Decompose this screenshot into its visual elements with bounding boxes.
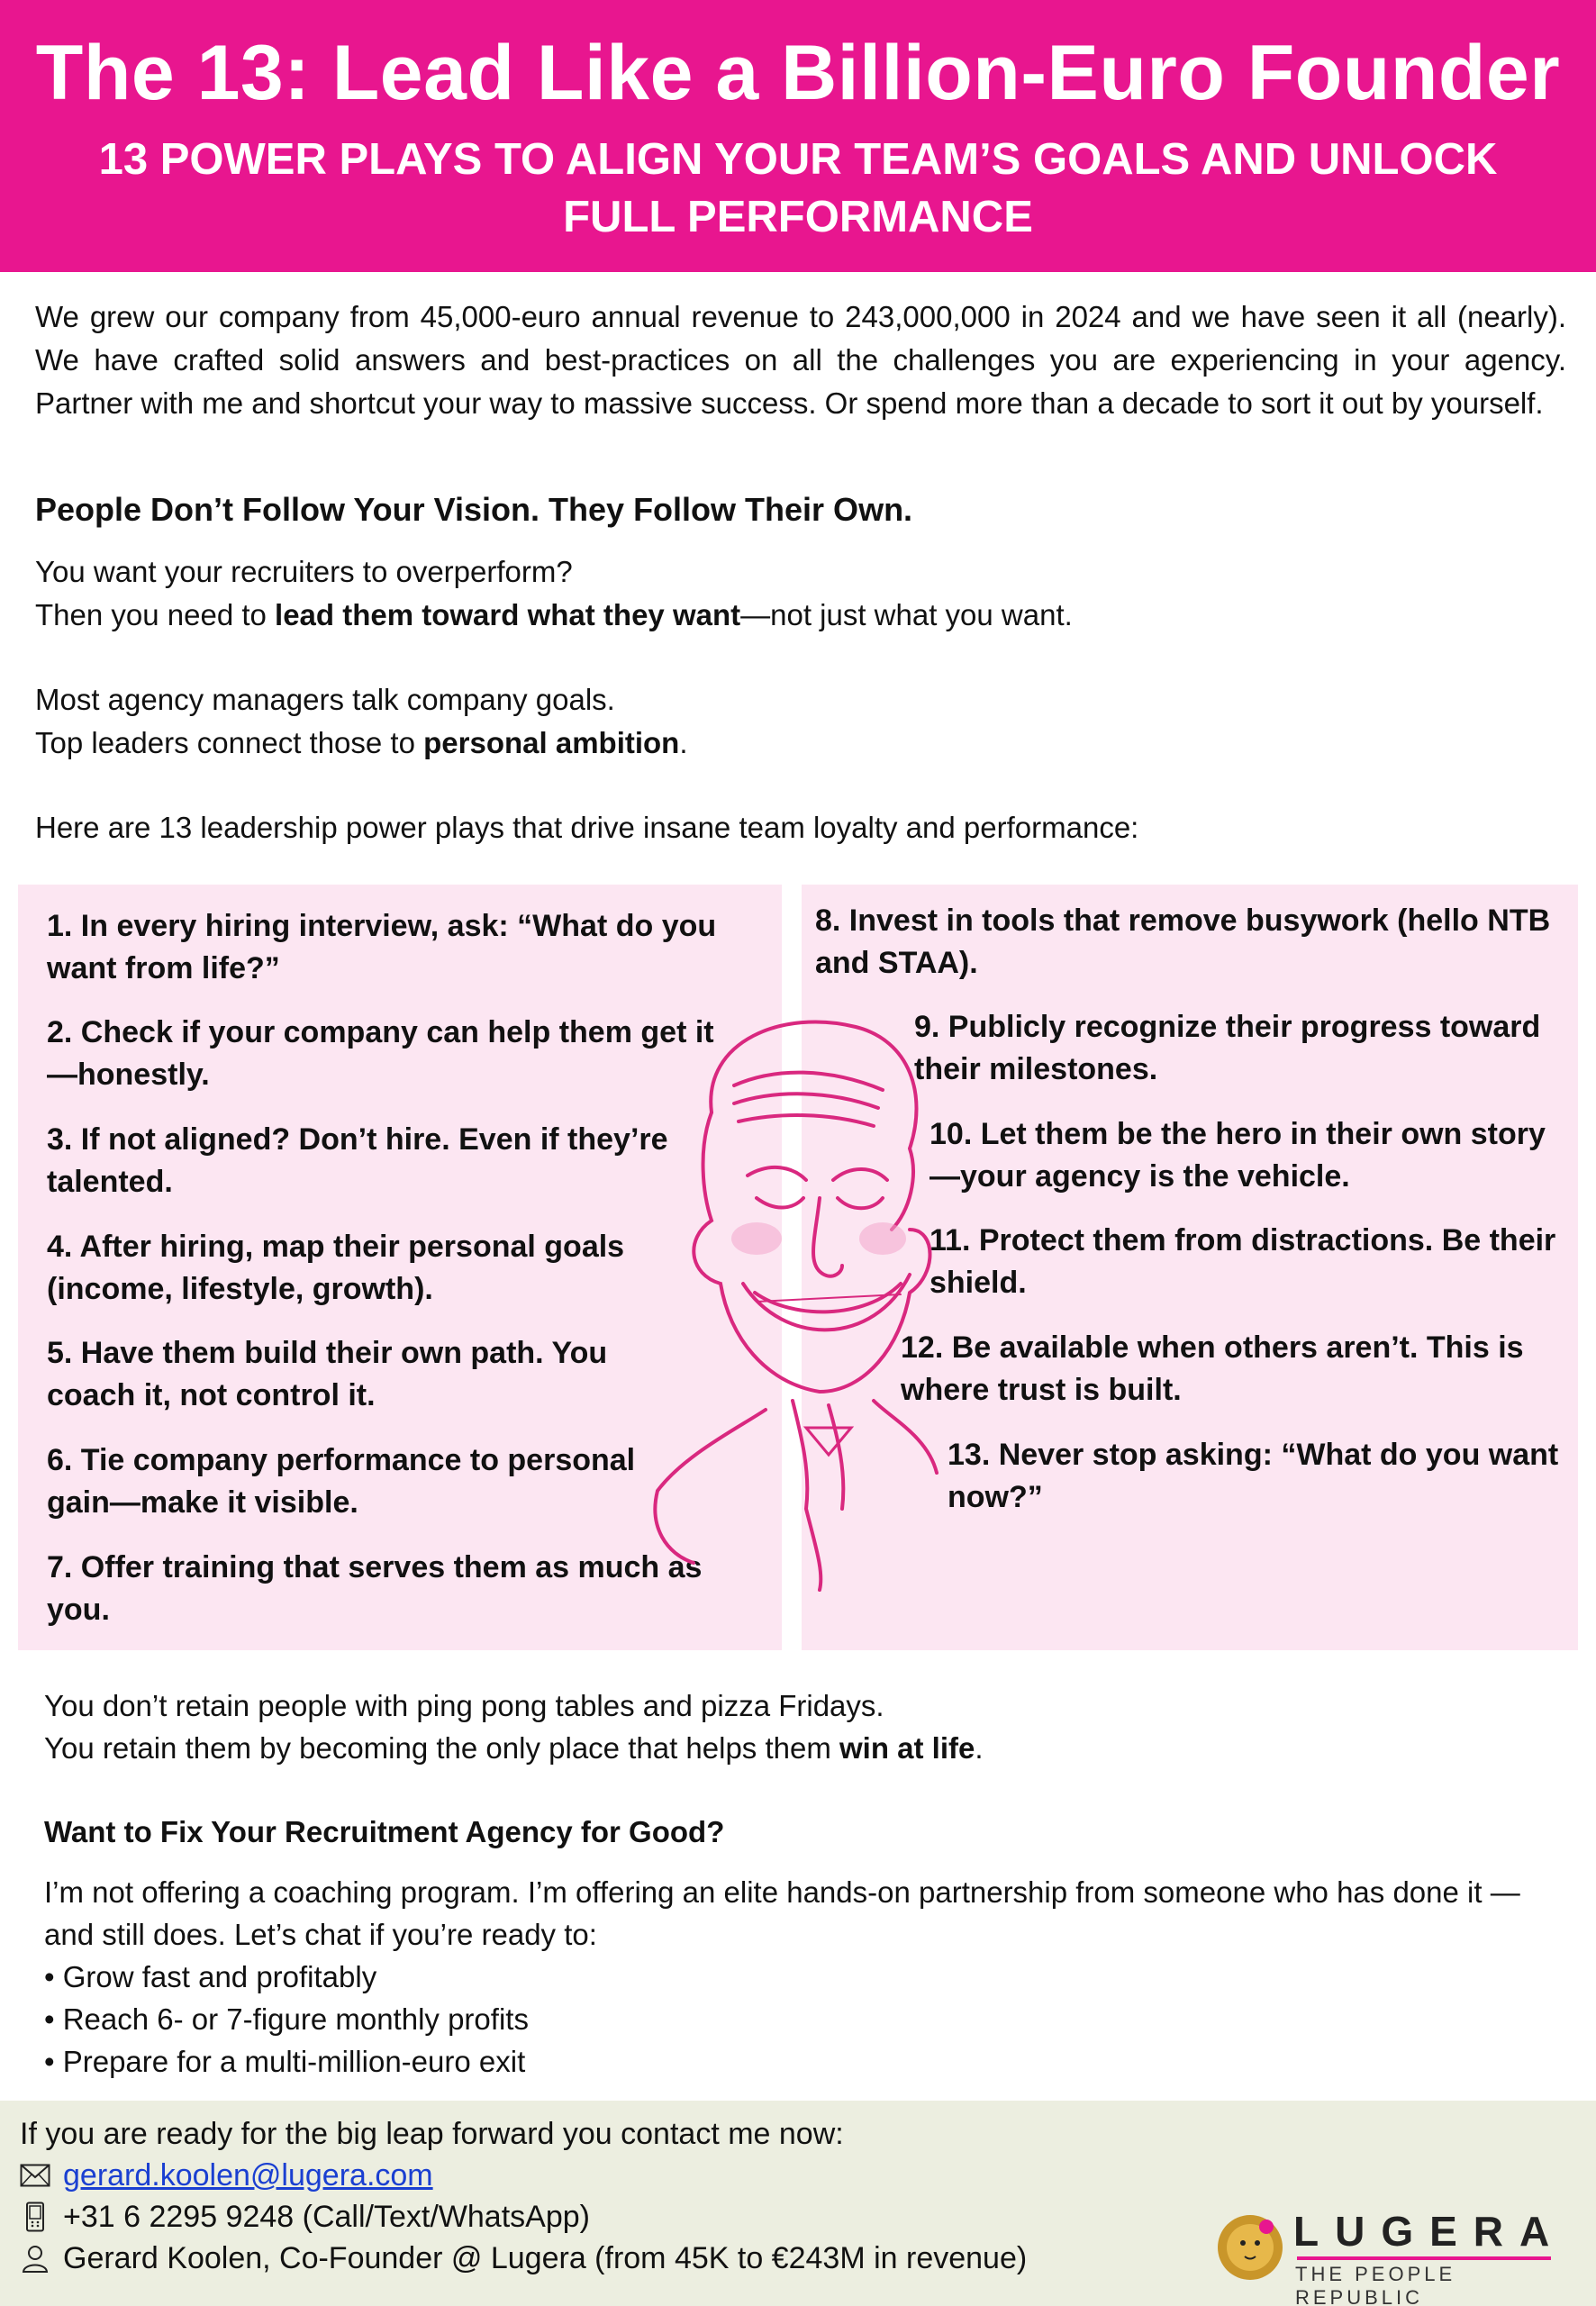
offer-text: I’m not offering a coaching program. I’m offering an elite hands-on partnership from someone who has done it — and still does. Let’s chat if you’re ready to: — [44, 1875, 1520, 1951]
person-icon — [20, 2243, 50, 2274]
power-play-item: 12. Be available when others aren’t. This is where trust is built. — [901, 1330, 1524, 1407]
logo-tagline: THE PEOPLE REPUBLIC — [1295, 2263, 1456, 2306]
power-play-item: 10. Let them be the hero in their own story—your agency is the vehicle. — [929, 1117, 1546, 1194]
power-play-item: 13. Never stop asking: “What do you want now?” — [948, 1438, 1559, 1514]
logo-underline — [1297, 2256, 1551, 2260]
lugera-logo — [1214, 2207, 1574, 2306]
closing-line-2: You retain them by becoming the only place that helps them win at life. — [44, 1731, 984, 1765]
envelope-icon — [20, 2160, 50, 2191]
closing-line-1: You don’t retain people with ping pong tables and pizza Fridays. — [44, 1689, 884, 1722]
vision-line-1: You want your recruiters to overperform? — [35, 555, 573, 588]
offer-block — [44, 1871, 1566, 2083]
power-play-item: 8. Invest in tools that remove busywork (hello NTB and STAA). — [815, 903, 1551, 980]
page-subtitle: 13 POWER PLAYS TO ALIGN YOUR TEAM’S GOALS AND UNLOCK FULL PERFORMANCE — [98, 135, 1498, 241]
phone-row — [20, 2196, 590, 2238]
person-row — [20, 2238, 1027, 2279]
offer-bullet: • Prepare for a multi-million-euro exit — [44, 2045, 526, 2078]
vision-block — [35, 550, 1566, 637]
logo-wordmark: LUGERA — [1293, 2208, 1566, 2255]
phone-number: +31 6 2295 9248 (Call/Text/WhatsApp) — [63, 2200, 590, 2234]
footer-lead: If you are ready for the big leap forward you contact me now: — [20, 2117, 844, 2151]
person-credit: Gerard Koolen, Co-Founder @ Lugera (from 45K to €243M in revenue) — [63, 2241, 1028, 2275]
intro-paragraph: We grew our company from 45,000-euro annual revenue to 243,000,000 in 2024 and we have seen it all (nearly). We have crafted solid answers and best-practices on all the challenges you are experiencing in your agency. Partner with me and shortcut your way to massive success. Or spend more than a decade to sort it out by yourself. — [35, 300, 1566, 420]
power-play-item: 7. Offer training that serves them as much as you. — [47, 1550, 703, 1627]
power-play-item: 4. After hiring, map their personal goals (income, lifestyle, growth). — [47, 1230, 625, 1306]
offer-bullet: • Grow fast and profitably — [44, 1960, 377, 1993]
email-row — [20, 2155, 433, 2196]
header-banner — [0, 0, 1596, 272]
lion-logo-icon — [1214, 2207, 1286, 2288]
founder-caricature-illustration — [648, 1004, 946, 1599]
power-play-item: 5. Have them build their own path. You coach it, not control it. — [47, 1336, 608, 1412]
power-play-item: 3. If not aligned? Don’t hire. Even if they’re talented. — [47, 1122, 668, 1199]
power-play-item: 1. In every hiring interview, ask: “What do you want from life?” — [47, 909, 717, 985]
offer-bullet: • Reach 6- or 7-figure monthly profits — [44, 2002, 529, 2036]
vision-line-2: Then you need to lead them toward what they want—not just what you want. — [35, 598, 1073, 631]
closing-block — [44, 1684, 1566, 1769]
power-play-item: 6. Tie company performance to personal gain—make it visible. — [47, 1443, 636, 1520]
mobile-phone-icon — [20, 2202, 50, 2232]
power-play-item: 9. Publicly recognize their progress toward their milestones. — [914, 1010, 1541, 1086]
ambition-line-2: Top leaders connect those to personal ambition. — [35, 726, 688, 759]
ambition-block — [35, 678, 1566, 765]
power-play-item: 2. Check if your company can help them get it—honestly. — [47, 1015, 714, 1092]
email-link[interactable]: gerard.koolen@lugera.com — [63, 2158, 433, 2193]
power-plays-intro: Here are 13 leadership power plays that drive insane team loyalty and performance: — [35, 811, 1139, 844]
section-heading: People Don’t Follow Your Vision. They Follow Their Own. — [35, 491, 913, 528]
ambition-line-1: Most agency managers talk company goals. — [35, 683, 615, 716]
power-play-item: 11. Protect them from distractions. Be their shield. — [929, 1223, 1556, 1300]
page-title: The 13: Lead Like a Billion-Euro Founder — [35, 30, 1561, 116]
cta-heading: Want to Fix Your Recruitment Agency for Good? — [44, 1815, 725, 1848]
